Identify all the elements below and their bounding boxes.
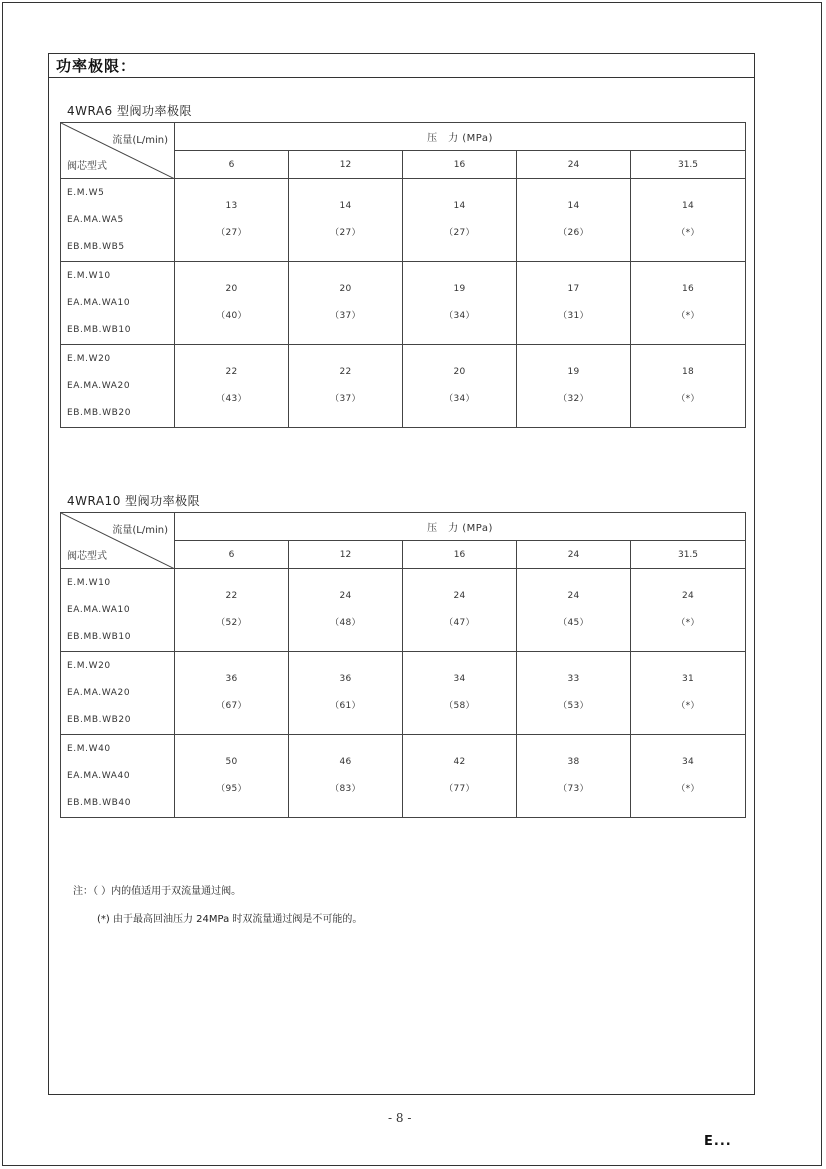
spool-name: EA.MA.WA40 — [67, 770, 131, 781]
dual-flow-value: （43） — [216, 394, 247, 404]
single-flow-value: 20 — [225, 284, 238, 294]
single-flow-value: 31 — [681, 674, 695, 684]
corner-header-cell — [61, 513, 175, 569]
dual-flow-value: （52） — [216, 618, 247, 628]
single-flow-value: 17 — [567, 284, 580, 294]
dual-flow-value: （*） — [676, 618, 700, 628]
flow-value-cell — [289, 569, 403, 652]
flow-value-cell — [175, 262, 289, 345]
brand-mark: E... — [704, 1134, 732, 1149]
frame-header — [48, 53, 755, 78]
single-flow-value: 13 — [225, 201, 238, 211]
dual-flow-value: （83） — [330, 784, 361, 794]
pressure-value-header: 16 — [403, 151, 517, 179]
spool-name: EA.MA.WA10 — [67, 297, 131, 308]
dual-flow-value: （*） — [676, 784, 700, 794]
flow-value-cell — [403, 735, 517, 818]
spool-name: EB.MB.WB10 — [67, 631, 132, 642]
table-row — [61, 569, 746, 652]
pressure-value-header: 24 — [517, 151, 631, 179]
flow-value-cell — [289, 652, 403, 735]
dual-flow-value: （34） — [444, 311, 475, 321]
dual-flow-value: （47） — [444, 618, 475, 628]
table-row — [61, 345, 746, 428]
single-flow-value: 24 — [681, 591, 695, 601]
single-flow-value: 38 — [567, 757, 580, 767]
spool-name: EA.MA.WA5 — [67, 214, 124, 225]
pressure-value-header: 16 — [403, 541, 517, 569]
spool-name: E.M.W40 — [67, 743, 111, 754]
single-flow-value: 22 — [225, 367, 238, 377]
spool-name: E.M.W10 — [67, 270, 111, 281]
flow-value-cell — [631, 262, 746, 345]
dual-flow-value: （61） — [330, 701, 361, 711]
flow-value-cell — [289, 735, 403, 818]
flow-label: 流量(L/min) — [112, 135, 168, 146]
single-flow-value: 14 — [567, 201, 580, 211]
single-flow-value: 24 — [339, 591, 352, 601]
single-flow-value: 20 — [339, 284, 352, 294]
single-flow-value: 24 — [453, 591, 466, 601]
flow-value-cell — [175, 179, 289, 262]
dual-flow-value: （*） — [676, 701, 700, 711]
dual-flow-value: （34） — [444, 394, 475, 404]
pressure-value-header: 6 — [175, 151, 289, 179]
spool-cell — [61, 735, 175, 818]
single-flow-value: 16 — [681, 284, 695, 294]
corner-header-cell — [61, 123, 175, 179]
flow-value-cell — [517, 569, 631, 652]
flow-label: 流量(L/min) — [112, 525, 168, 536]
table-row — [61, 652, 746, 735]
spool-name: E.M.W10 — [67, 577, 111, 588]
flow-value-cell — [403, 179, 517, 262]
single-flow-value: 34 — [681, 757, 695, 767]
table-row — [61, 735, 746, 818]
single-flow-value: 18 — [681, 367, 695, 377]
dual-flow-value: （27） — [330, 228, 361, 238]
spool-cell — [61, 652, 175, 735]
single-flow-value: 19 — [453, 284, 466, 294]
flow-value-cell — [403, 345, 517, 428]
spool-name: EA.MA.WA20 — [67, 687, 131, 698]
dual-flow-value: （73） — [558, 784, 589, 794]
dual-flow-value: （*） — [676, 311, 700, 321]
spool-name: EA.MA.WA10 — [67, 604, 131, 615]
flow-value-cell — [631, 652, 746, 735]
note-line-1: 注：（ ）内的值适用于双流量通过阀。 — [73, 886, 242, 897]
spool-type-label: 阀芯型式 — [67, 551, 107, 562]
spool-cell — [61, 345, 175, 428]
flow-value-cell — [517, 652, 631, 735]
flow-value-cell — [175, 652, 289, 735]
flow-value-cell — [175, 735, 289, 818]
dual-flow-value: （27） — [216, 228, 247, 238]
spool-name: EA.MA.WA20 — [67, 380, 131, 391]
table-1-title: 4WRA6 型阀功率极限 — [67, 104, 193, 118]
pressure-value-header: 24 — [517, 541, 631, 569]
flow-value-cell — [631, 345, 746, 428]
single-flow-value: 22 — [225, 591, 238, 601]
single-flow-value: 14 — [453, 201, 466, 211]
single-flow-value: 42 — [453, 757, 466, 767]
spool-name: EB.MB.WB20 — [67, 407, 132, 418]
pressure-header: 压 力 (MPa) — [175, 123, 746, 151]
table-2-title: 4WRA10 型阀功率极限 — [67, 494, 201, 508]
flow-value-cell — [289, 345, 403, 428]
flow-value-cell — [517, 345, 631, 428]
spool-name: EB.MB.WB40 — [67, 797, 132, 808]
pressure-value-header: 31.5 — [631, 541, 746, 569]
dual-flow-value: （40） — [216, 311, 247, 321]
spool-name: EB.MB.WB10 — [67, 324, 132, 335]
flow-value-cell — [403, 652, 517, 735]
table-row — [61, 179, 746, 262]
dual-flow-value: （48） — [330, 618, 361, 628]
single-flow-value: 33 — [567, 674, 580, 684]
spool-name: EB.MB.WB20 — [67, 714, 132, 725]
spool-name: EB.MB.WB5 — [67, 241, 125, 252]
flow-value-cell — [517, 179, 631, 262]
dual-flow-value: （95） — [216, 784, 247, 794]
dual-flow-value: （*） — [676, 228, 700, 238]
dual-flow-value: （58） — [444, 701, 475, 711]
power-limit-table-2 — [60, 512, 746, 818]
dual-flow-value: （37） — [330, 311, 361, 321]
pressure-value-header: 12 — [289, 151, 403, 179]
single-flow-value: 50 — [225, 757, 238, 767]
dual-flow-value: （*） — [676, 394, 700, 404]
single-flow-value: 14 — [681, 201, 695, 211]
dual-flow-value: （53） — [558, 701, 589, 711]
dual-flow-value: （26） — [558, 228, 589, 238]
flow-value-cell — [403, 262, 517, 345]
pressure-value-header: 6 — [175, 541, 289, 569]
single-flow-value: 20 — [453, 367, 466, 377]
spool-cell — [61, 569, 175, 652]
pressure-header: 压 力 (MPa) — [175, 513, 746, 541]
table-row — [61, 262, 746, 345]
dual-flow-value: （31） — [558, 311, 589, 321]
flow-value-cell — [175, 345, 289, 428]
dual-flow-value: （27） — [444, 228, 475, 238]
dual-flow-value: （32） — [558, 394, 589, 404]
single-flow-value: 24 — [567, 591, 580, 601]
flow-value-cell — [631, 569, 746, 652]
dual-flow-value: （67） — [216, 701, 247, 711]
spool-name: E.M.W5 — [67, 187, 105, 198]
single-flow-value: 22 — [339, 367, 352, 377]
dual-flow-value: （77） — [444, 784, 475, 794]
spool-cell — [61, 262, 175, 345]
spool-name: E.M.W20 — [67, 660, 111, 671]
spool-type-label: 阀芯型式 — [67, 161, 107, 172]
single-flow-value: 19 — [567, 367, 580, 377]
flow-value-cell — [631, 735, 746, 818]
dual-flow-value: （45） — [558, 618, 589, 628]
spool-name: E.M.W20 — [67, 353, 111, 364]
flow-value-cell — [517, 262, 631, 345]
single-flow-value: 46 — [339, 757, 352, 767]
flow-value-cell — [517, 735, 631, 818]
pressure-value-header: 31.5 — [631, 151, 746, 179]
page-number: - 8 - — [388, 1111, 412, 1125]
flow-value-cell — [289, 262, 403, 345]
flow-value-cell — [289, 179, 403, 262]
pressure-value-header: 12 — [289, 541, 403, 569]
flow-value-cell — [175, 569, 289, 652]
single-flow-value: 34 — [453, 674, 466, 684]
note-line-2: (*) 由于最高回油压力 24MPa 时双流量通过阀是不可能的。 — [97, 914, 363, 925]
single-flow-value: 36 — [339, 674, 352, 684]
spool-cell — [61, 179, 175, 262]
dual-flow-value: （37） — [330, 394, 361, 404]
page-title: 功率极限： — [56, 57, 137, 75]
flow-value-cell — [403, 569, 517, 652]
single-flow-value: 14 — [339, 201, 352, 211]
power-limit-table-1 — [60, 122, 746, 428]
flow-value-cell — [631, 179, 746, 262]
single-flow-value: 36 — [225, 674, 238, 684]
